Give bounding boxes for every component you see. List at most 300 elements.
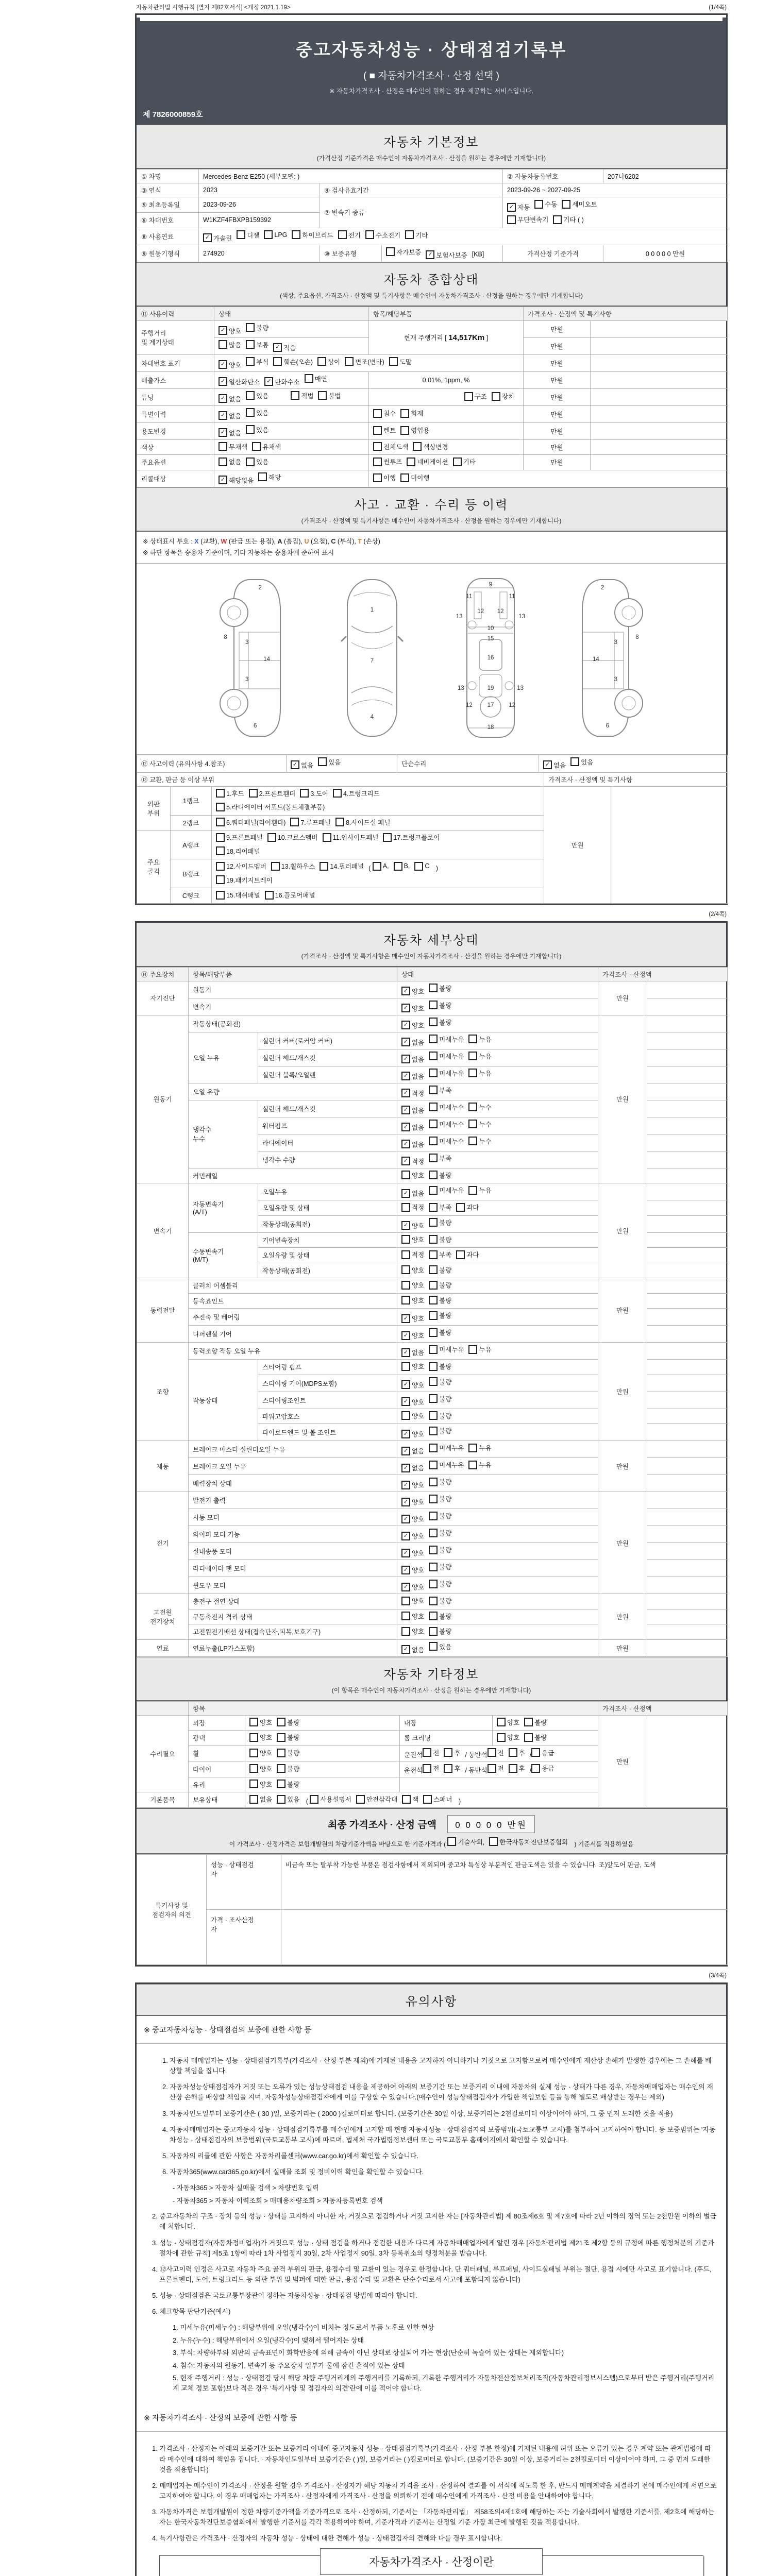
section-overall-state — [137, 262, 726, 307]
checkbox-양호[interactable] — [219, 326, 241, 335]
checkbox-훼손(오손)[interactable] — [273, 357, 313, 366]
checkbox-해당없음[interactable] — [219, 476, 254, 485]
table-cell — [647, 981, 728, 998]
table-cell: 파워고압호스 — [258, 1409, 397, 1424]
table-cell — [397, 1609, 598, 1624]
checkbox-1.후드[interactable] — [216, 789, 244, 798]
checkbox-미이행[interactable] — [400, 473, 429, 482]
checkbox-불량[interactable] — [524, 1718, 547, 1727]
checkbox-적정[interactable] — [401, 1250, 424, 1259]
checkbox-부족[interactable] — [429, 1250, 451, 1259]
checkbox-양호[interactable] — [401, 1004, 424, 1013]
checkbox-없음[interactable] — [401, 1123, 424, 1132]
checkbox-많음[interactable] — [219, 340, 241, 349]
checkbox-미세누유[interactable] — [429, 1069, 464, 1078]
checkbox-미세누유[interactable] — [429, 1345, 464, 1354]
checkbox-후[interactable] — [444, 1764, 460, 1773]
checkbox-label: 불량 — [439, 1329, 452, 1336]
checkbox-없음[interactable] — [401, 1106, 424, 1115]
checkbox-불량[interactable] — [429, 1001, 451, 1010]
checkbox-전기[interactable] — [338, 230, 361, 240]
checkbox-양호[interactable] — [401, 1582, 424, 1591]
checkbox-있음[interactable] — [246, 408, 268, 417]
checkbox-8.사이드실 패널[interactable] — [335, 818, 390, 827]
checkbox-적정[interactable] — [401, 1089, 424, 1098]
checkbox-label: 누수 — [479, 1121, 492, 1128]
checkbox-6.쿼터패널(리어휀다)[interactable] — [216, 818, 285, 827]
checkbox-부족[interactable] — [429, 1202, 451, 1212]
checkbox-양호[interactable] — [401, 1280, 424, 1290]
inline-text: (부식), — [335, 537, 358, 545]
checkbox-box-icon — [429, 1362, 438, 1371]
status-code: U — [304, 537, 309, 545]
checkbox-적정[interactable] — [401, 1157, 424, 1166]
notice-header-2: ※ 자동차가격조사 · 산정의 보증에 관한 사항 등 — [137, 2404, 726, 2432]
checkbox-일산화탄소[interactable] — [219, 377, 260, 386]
checkbox-양호[interactable] — [401, 1596, 424, 1605]
checkbox-없음[interactable] — [401, 1463, 424, 1472]
checkbox-label: 자동 — [517, 204, 530, 211]
checkbox-LPG[interactable] — [264, 230, 287, 239]
checkbox-불량[interactable] — [429, 1477, 451, 1486]
checkbox-9.프론트패널[interactable] — [216, 833, 263, 842]
checkbox-14.필러패널[interactable] — [320, 861, 364, 871]
checkbox-없음[interactable] — [249, 1794, 272, 1804]
checkbox-label: 19.패키지트레이 — [226, 876, 273, 884]
checkbox-box-icon — [429, 1377, 438, 1386]
table-cell — [369, 320, 524, 354]
checkbox-양호[interactable] — [249, 1764, 272, 1773]
checkbox-B,[interactable] — [394, 862, 410, 871]
checkbox-후[interactable] — [444, 1748, 460, 1757]
checkbox-box-icon — [386, 247, 395, 256]
checkbox-후[interactable] — [509, 1748, 525, 1757]
checkbox-box-icon: ✓ — [203, 233, 212, 242]
checkbox-label: 불량 — [287, 1765, 300, 1773]
table-cell: ⑨ 원동기형식 — [137, 245, 199, 262]
checkbox-불량[interactable] — [277, 1718, 299, 1727]
checkbox-양호[interactable] — [401, 1331, 424, 1340]
checkbox-누유[interactable] — [468, 1443, 491, 1452]
checkbox-양호[interactable] — [401, 1021, 424, 1030]
checkbox-양호[interactable] — [219, 360, 241, 369]
checkbox-적정[interactable] — [401, 1202, 424, 1212]
checkbox-없음[interactable] — [543, 760, 566, 770]
checkbox-장치[interactable] — [492, 392, 514, 401]
checkbox-양호[interactable] — [401, 1565, 424, 1574]
table-cell: 274920 — [199, 245, 320, 262]
checkbox-적법[interactable] — [291, 391, 313, 400]
checkbox-불량[interactable] — [429, 1377, 451, 1386]
checkbox-유채색[interactable] — [252, 442, 281, 451]
final-price-amount: 0 0 0 0 0 만원 — [447, 1815, 535, 1833]
panel-number: 11 — [509, 593, 515, 600]
checkbox-매연[interactable] — [305, 374, 327, 383]
checkbox-불량[interactable] — [246, 323, 268, 332]
checkbox-한국자동차진단보증협회[interactable] — [489, 1837, 568, 1846]
checkbox-있음[interactable] — [570, 757, 593, 767]
checkbox-양호[interactable] — [401, 1171, 424, 1180]
checkbox-양호[interactable] — [401, 1221, 424, 1230]
checkbox-불량[interactable] — [429, 1394, 451, 1403]
checkbox-box-icon — [219, 457, 227, 466]
checkbox-누유[interactable] — [468, 1345, 491, 1354]
checkbox-기술사회,[interactable] — [447, 1837, 484, 1846]
checkbox-없음[interactable] — [401, 1348, 424, 1357]
checkbox-누유[interactable] — [468, 1460, 491, 1469]
checkbox-불량[interactable] — [429, 1235, 451, 1244]
checkbox-없음[interactable] — [401, 1189, 424, 1198]
checkbox-불량[interactable] — [429, 1426, 451, 1435]
checkbox-수소전기[interactable] — [365, 230, 400, 240]
checkbox-불법[interactable] — [318, 391, 341, 400]
table-cell: 만원 — [598, 981, 647, 1015]
data-table — [137, 772, 728, 904]
checkbox-양호[interactable] — [249, 1748, 272, 1757]
checkbox-양호[interactable] — [401, 1497, 424, 1506]
checkbox-불량[interactable] — [429, 1018, 451, 1027]
table-cell — [647, 1015, 728, 1032]
checkbox-label: 후 — [454, 1765, 461, 1772]
checkbox-불량[interactable] — [429, 984, 451, 993]
checkbox-미세누수[interactable] — [429, 1120, 464, 1129]
checkbox-누유[interactable] — [468, 1069, 491, 1078]
checkbox-label: 양호 — [260, 1734, 273, 1741]
checkbox-없음[interactable] — [401, 1055, 424, 1064]
checkbox-불량[interactable] — [429, 1596, 451, 1605]
checkbox-무채색[interactable] — [219, 442, 247, 451]
checkbox-자동[interactable] — [507, 202, 530, 212]
checkbox-불량[interactable] — [429, 1545, 451, 1554]
checkbox-label: 누유 — [479, 1346, 492, 1353]
panel-number: 2 — [258, 585, 262, 591]
checkbox-label: 불량 — [439, 1266, 452, 1274]
table-cell: ④ 검사유효기간 — [320, 183, 503, 197]
checkbox-box-icon — [429, 1612, 438, 1620]
checkbox-있음[interactable] — [318, 757, 341, 767]
checkbox-양호[interactable] — [401, 1411, 424, 1420]
table-cell: ⑥ 차대번호 — [137, 212, 199, 228]
checkbox-불량[interactable] — [277, 1764, 299, 1773]
checkbox-양호[interactable] — [249, 1718, 272, 1727]
table-cell — [647, 1360, 728, 1375]
checkbox-label: 양호 — [260, 1781, 273, 1788]
checkbox-없음[interactable] — [219, 394, 241, 403]
checkbox-응급[interactable] — [531, 1764, 554, 1773]
checkbox-불량[interactable] — [429, 1328, 451, 1337]
checkbox-있음[interactable] — [429, 1642, 451, 1651]
checkbox-17.트렁크플로어[interactable] — [383, 833, 440, 842]
checkbox-없음[interactable] — [401, 1140, 424, 1149]
checkbox-양호[interactable] — [249, 1733, 272, 1742]
checkbox-양호[interactable] — [401, 1531, 424, 1540]
checkbox-12.사이드멤버[interactable] — [216, 861, 266, 871]
checkbox-box-icon — [405, 230, 414, 239]
checkbox-양호[interactable] — [401, 1612, 424, 1621]
checkbox-box-icon — [468, 1120, 477, 1128]
checkbox-불량[interactable] — [429, 1562, 451, 1571]
checkbox-양호[interactable] — [401, 1235, 424, 1244]
checkbox-불량[interactable] — [429, 1265, 451, 1275]
checkbox-양호[interactable] — [401, 1514, 424, 1523]
checkbox-불량[interactable] — [429, 1626, 451, 1636]
checkbox-불량[interactable] — [277, 1733, 299, 1742]
checkbox-5.라디에이터 서포트(볼트체결부품)[interactable] — [216, 802, 325, 811]
panel-number: 14 — [263, 656, 270, 663]
checkbox-box-icon: ✓ — [219, 411, 227, 420]
checkbox-16.플로어패널[interactable] — [265, 890, 315, 900]
checkbox-불량[interactable] — [429, 1528, 451, 1537]
checkbox-스패너[interactable] — [423, 1794, 452, 1804]
checkbox-보통[interactable] — [246, 340, 268, 349]
table-cell: 만원 — [598, 1183, 647, 1278]
checkbox-누유[interactable] — [468, 1185, 491, 1195]
checkbox-label: 불량 — [439, 985, 452, 992]
checkbox-box-icon — [249, 789, 258, 798]
checkbox-자가보증[interactable] — [386, 247, 421, 257]
checkbox-불량[interactable] — [429, 1280, 451, 1290]
checkbox-응급[interactable] — [531, 1748, 554, 1757]
checkbox-전[interactable] — [488, 1748, 504, 1757]
checkbox-11.인사이드패널[interactable] — [323, 833, 379, 842]
checkbox-box-icon — [401, 1612, 410, 1620]
checkbox-불량[interactable] — [277, 1780, 299, 1789]
checkbox-양호[interactable] — [401, 1626, 424, 1636]
checkbox-기타 ( )[interactable] — [553, 215, 583, 224]
checkbox-미세누유[interactable] — [429, 1185, 464, 1195]
checkbox-부족[interactable] — [429, 1086, 451, 1095]
checkbox-화재[interactable] — [400, 409, 423, 418]
notice-sub-item: 5. 현재 주행거리 : 성능 · 상태점검 당시 해당 차량 주행거리계의 주행거리를 기록하되, 기록한 주행거리가 자동차전산정보처리조직(자동차관리정보시스템)으로부터 받은 주행거리(주행거리계 교체 정보 포함)보다 적은 경우 '특기사항 및 점검자의 의견'란에 이를 적어야 합니다. — [173, 2374, 715, 2392]
checkbox-양호[interactable] — [401, 1429, 424, 1438]
checkbox-도말[interactable] — [389, 357, 412, 366]
header-strip — [140, 18, 722, 21]
checkbox-디젤[interactable] — [237, 230, 259, 240]
table-cell — [647, 1215, 728, 1232]
checkbox-불량[interactable] — [524, 1733, 547, 1742]
checkbox-10.크로스멤버[interactable] — [267, 833, 318, 842]
checkbox-수동[interactable] — [534, 199, 557, 209]
checkbox-양호[interactable] — [401, 1362, 424, 1371]
checkbox-불량[interactable] — [429, 1579, 451, 1588]
checkbox-불량[interactable] — [429, 1311, 451, 1320]
checkbox-불량[interactable] — [429, 1171, 451, 1180]
checkbox-상이[interactable] — [317, 357, 340, 366]
checkbox-없음[interactable] — [219, 457, 241, 466]
checkbox-누유[interactable] — [468, 1052, 491, 1061]
checkbox-부식[interactable] — [246, 357, 268, 366]
checkbox-C[interactable] — [414, 862, 429, 871]
checkbox-침수[interactable] — [373, 409, 396, 418]
checkbox-18.리어패널[interactable] — [216, 846, 260, 856]
table-cell — [647, 1375, 728, 1392]
checkbox-양호[interactable] — [401, 1480, 424, 1489]
checkbox-box-icon — [258, 472, 267, 481]
checkbox-적음[interactable] — [273, 343, 296, 352]
checkbox-없음[interactable] — [219, 428, 241, 437]
checkbox-보험사보증[interactable] — [426, 250, 467, 260]
checkbox-7.루프패널[interactable] — [290, 818, 331, 827]
checkbox-box-icon: ✓ — [507, 203, 516, 212]
checkbox-13.휠하우스[interactable] — [271, 861, 315, 871]
checkbox-미세누수[interactable] — [429, 1137, 464, 1146]
checkbox-후[interactable] — [509, 1764, 525, 1773]
checkbox-있음[interactable] — [246, 391, 268, 400]
checkbox-box-icon — [249, 1764, 258, 1773]
checkbox-해당[interactable] — [258, 472, 281, 482]
checkbox-기타[interactable] — [453, 457, 476, 466]
checkbox-2.프론트휀더[interactable] — [249, 789, 296, 798]
checkbox-양호[interactable] — [401, 1397, 424, 1406]
table-cell — [397, 1360, 598, 1375]
checkbox-A,[interactable] — [373, 862, 389, 871]
checkbox-불량[interactable] — [429, 1296, 451, 1305]
checkbox-썬루프[interactable] — [373, 457, 402, 466]
checkbox-불량[interactable] — [429, 1411, 451, 1420]
checkbox-미세누유[interactable] — [429, 1460, 464, 1469]
checkbox-box-icon — [401, 1597, 410, 1605]
checkbox-누유[interactable] — [468, 1035, 491, 1044]
checkbox-이행[interactable] — [373, 473, 396, 482]
table-cell: 2023-09-26 — [199, 197, 320, 213]
checkbox-label: 8.사이드실 패널 — [346, 819, 391, 826]
checkbox-양호[interactable] — [401, 1296, 424, 1305]
checkbox-세미오토[interactable] — [562, 199, 597, 209]
checkbox-box-icon — [534, 200, 543, 209]
inline-text: / — [529, 1751, 532, 1758]
checkbox-사용설명서[interactable] — [310, 1794, 351, 1804]
table-cell: 항목/해당부품 — [189, 967, 397, 981]
checkbox-미세누수[interactable] — [429, 1103, 464, 1112]
data-table — [137, 307, 728, 487]
checkbox-불량[interactable] — [429, 1494, 451, 1503]
checkbox-box-icon — [509, 1764, 517, 1773]
checkbox-미세누유[interactable] — [429, 1035, 464, 1044]
checkbox-불량[interactable] — [429, 1218, 451, 1227]
table-cell: 휠 — [189, 1745, 245, 1761]
checkbox-양호[interactable] — [401, 987, 424, 996]
section-title: 자동차 기타정보 — [383, 1667, 479, 1682]
checkbox-19.패키지트레이[interactable] — [216, 875, 273, 885]
checkbox-box-icon — [401, 1627, 410, 1636]
checkbox-box-icon — [333, 789, 342, 798]
checkbox-무단변속기[interactable] — [507, 215, 548, 224]
checkbox-label: 없음 — [412, 1349, 425, 1357]
table-cell: 워터펌프 — [258, 1117, 397, 1134]
checkbox-렌트[interactable] — [373, 426, 396, 435]
table-cell — [591, 422, 728, 439]
table-cell — [397, 1639, 598, 1656]
checkbox-없음[interactable] — [401, 1072, 424, 1081]
table-cell — [591, 405, 728, 422]
checkbox-하이브리드[interactable] — [292, 230, 333, 240]
top-view — [331, 573, 413, 743]
checkbox-누수[interactable] — [468, 1120, 491, 1129]
checkbox-양호[interactable] — [497, 1718, 519, 1727]
notice-list-2 — [146, 2211, 717, 2393]
checkbox-미세누유[interactable] — [429, 1052, 464, 1061]
checkbox-양호[interactable] — [401, 1314, 424, 1323]
checkbox-과다[interactable] — [456, 1250, 479, 1259]
checkbox-네비게이션[interactable] — [407, 457, 448, 466]
checkbox-없음[interactable] — [219, 411, 241, 420]
checkbox-box-icon: ✓ — [401, 1549, 410, 1557]
checkbox-기타[interactable] — [405, 230, 428, 240]
checkbox-전[interactable] — [488, 1764, 504, 1773]
checkbox-부족[interactable] — [429, 1154, 451, 1163]
checkbox-box-icon — [401, 1411, 410, 1420]
checkbox-안전삼각대[interactable] — [356, 1794, 397, 1804]
checkbox-양호[interactable] — [249, 1780, 272, 1789]
checkbox-3.도어[interactable] — [300, 789, 328, 798]
checkbox-box-icon — [531, 1764, 540, 1773]
checkbox-탄화수소[interactable] — [264, 377, 299, 386]
checkbox-색상변경[interactable] — [413, 442, 448, 451]
checkbox-label: 자가보증 — [396, 248, 422, 256]
checkbox-미세누유[interactable] — [429, 1443, 464, 1452]
table-cell: 라디에이터 팬 모터 — [189, 1560, 397, 1577]
checkbox-양호[interactable] — [497, 1733, 519, 1742]
checkbox-잭[interactable] — [402, 1794, 418, 1804]
checkbox-box-icon: ✓ — [401, 1532, 410, 1540]
table-cell — [647, 1526, 728, 1543]
right-side-view — [568, 573, 650, 743]
checkbox-있음[interactable] — [246, 457, 268, 466]
checkbox-구조[interactable] — [464, 392, 487, 401]
checkbox-label: 불량 — [439, 1019, 452, 1026]
checkbox-전[interactable] — [423, 1748, 439, 1757]
accident-history-table — [137, 755, 726, 772]
checkbox-불량[interactable] — [429, 1362, 451, 1371]
checkbox-label: 적음 — [283, 344, 296, 352]
checkbox-있음[interactable] — [246, 425, 268, 434]
checkbox-box-icon — [429, 1444, 438, 1452]
checkbox-전[interactable] — [423, 1764, 439, 1773]
checkbox-불량[interactable] — [429, 1612, 451, 1621]
checkbox-없음[interactable] — [401, 1645, 424, 1654]
checkbox-없음[interactable] — [291, 760, 313, 770]
checkbox-불량[interactable] — [277, 1748, 299, 1757]
checkbox-있음[interactable] — [277, 1794, 299, 1804]
checkbox-box-icon — [429, 1427, 438, 1435]
checkbox-없음[interactable] — [401, 1038, 424, 1047]
table-cell — [647, 1232, 728, 1248]
notice-item: 4. 특기사항란은 가격조사 · 산정자의 자동차 성능 · 상태에 대한 견해가 성능 · 상태점검자의 견해와 다를 경우 표시합니다. — [152, 2534, 502, 2543]
checkbox-양호[interactable] — [401, 1548, 424, 1557]
table-cell — [591, 320, 728, 337]
checkbox-변조(변타)[interactable] — [345, 357, 384, 366]
checkbox-15.대쉬패널[interactable] — [216, 890, 260, 900]
checkbox-label: A, — [382, 862, 389, 870]
checkbox-box-icon: ✓ — [401, 1157, 410, 1165]
checkbox-box-icon — [429, 1281, 438, 1290]
checkbox-가솔린[interactable] — [203, 233, 232, 243]
checkbox-양호[interactable] — [401, 1380, 424, 1389]
checkbox-양호[interactable] — [401, 1265, 424, 1275]
table-cell — [397, 1392, 598, 1409]
left-side-view — [212, 573, 295, 743]
checkbox-누수[interactable] — [468, 1103, 491, 1112]
checkbox-없음[interactable] — [401, 1446, 424, 1455]
checkbox-box-icon — [249, 1749, 258, 1757]
checkbox-불량[interactable] — [429, 1511, 451, 1520]
checkbox-box-icon — [373, 862, 381, 871]
checkbox-4.트렁크리드[interactable] — [333, 789, 380, 798]
checkbox-전체도색[interactable] — [373, 442, 408, 451]
checkbox-영업용[interactable] — [400, 426, 429, 435]
checkbox-과다[interactable] — [456, 1202, 479, 1212]
checkbox-누수[interactable] — [468, 1137, 491, 1146]
